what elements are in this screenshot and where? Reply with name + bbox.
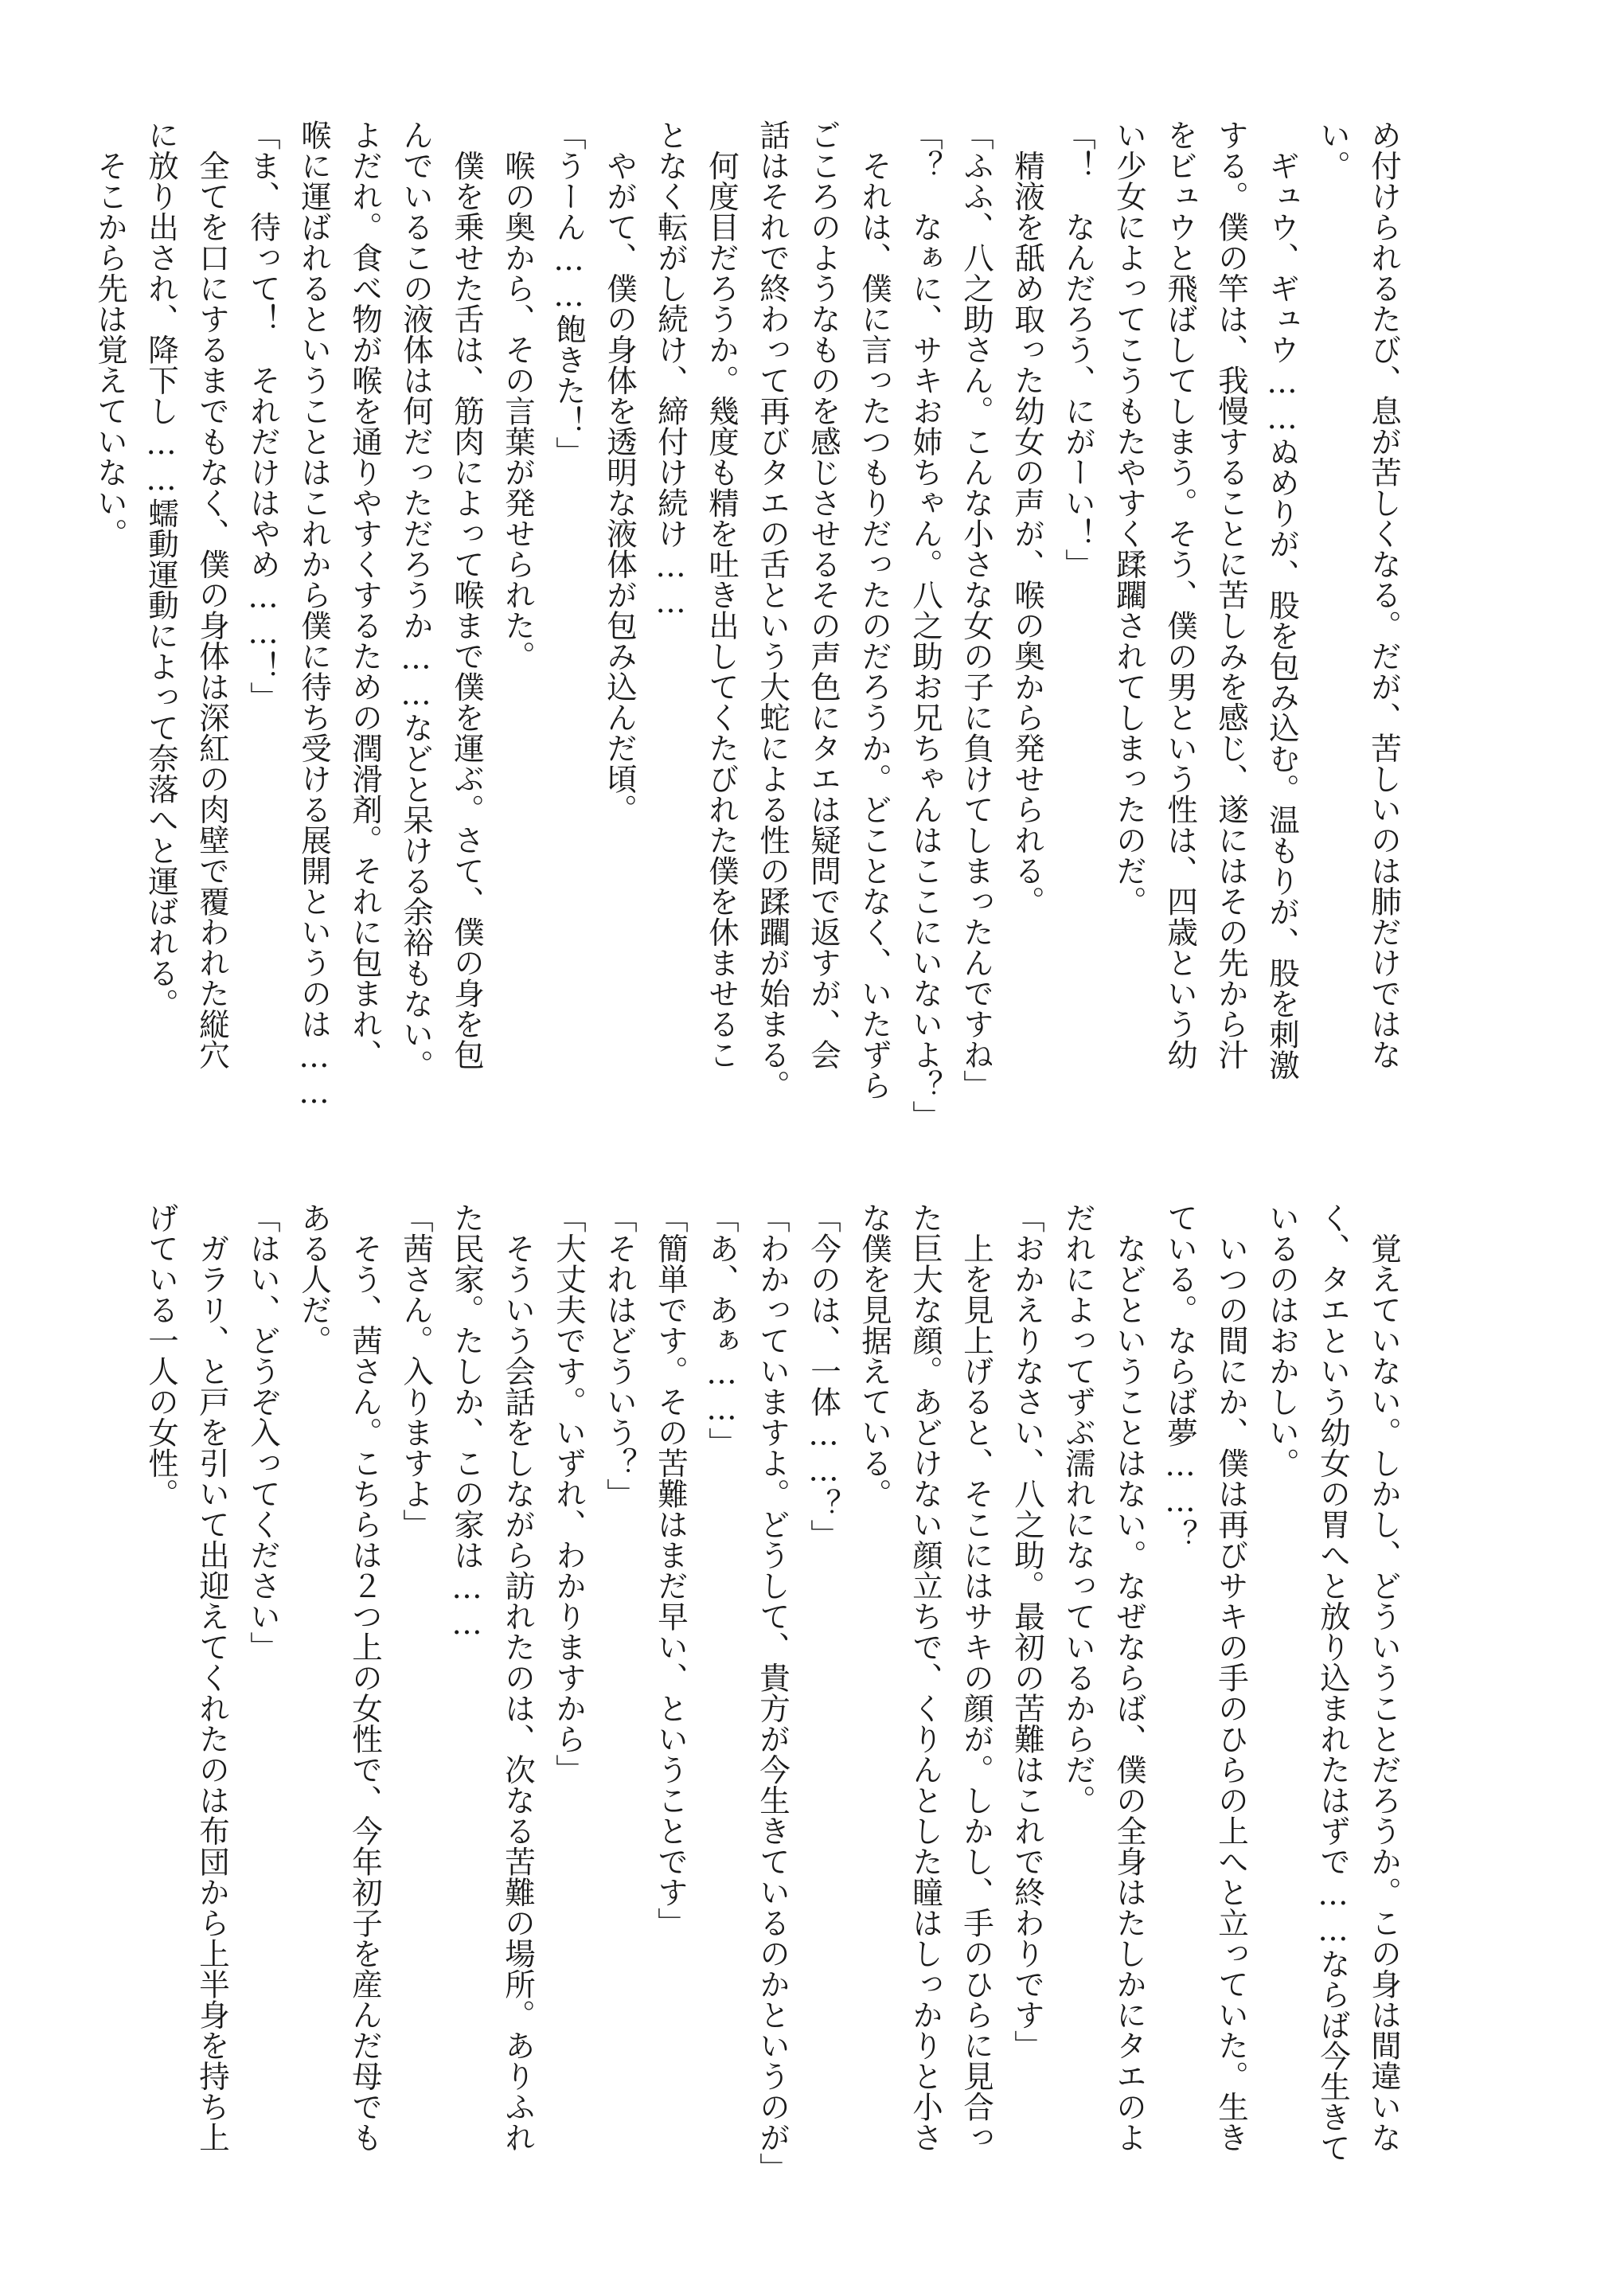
text-line: 「おかえりなさい、八之助。最初の苦難はこれで終わりです」 [1009,1202,1045,2061]
text-line: ギュウ、ギュウ……ぬめりが、股を包み込む。温もりが、股を刺激 [1264,119,1300,1080]
text-line: ある人だ。 [296,1202,332,1356]
text-line: やがて、僕の身体を透明な液体が包み込んだ頃。 [602,119,638,825]
text-line: そう、茜さん。こちらは２つ上の女性で、今年初子を産んだ母でも [347,1202,383,2153]
text-line: 話はそれで終わって再びタエの舌という大蛇による性の蹂躙が始まる。 [755,119,791,1100]
text-line: 「あ、あぁ……」 [704,1202,740,1458]
text-line: んでいるこの液体は何だっただろうか……などと呆ける余裕もない。 [398,119,434,1080]
text-line: 全てを口にするまでもなく、僕の身体は深紅の肉壁で覆われた縦穴 [194,119,230,1070]
text-line: 喉の奥から、その言葉が発せられた。 [500,119,536,671]
text-line: い少女によってこうもたやすく蹂躙されてしまったのだ。 [1111,119,1147,916]
text-line: それは、僕に言ったつもりだったのだろうか。どことなく、いたずら [857,119,892,1100]
text-line: などということはない。なぜならば、僕の全身はたしかにタエのよ [1111,1202,1147,2153]
upper-text-block [92,119,1409,1131]
text-line: だれによってずぶ濡れになっているからだ。 [1060,1202,1096,1815]
text-line: 「？ なぁに、サキお姉ちゃん。八之助お兄ちゃんはここにいないよ？」 [908,119,943,1131]
text-line: をビュウと飛ばしてしまう。そう、僕の男という性は、四歳という幼 [1162,119,1198,1070]
text-line: 喉に運ばれるということはこれから僕に待ち受ける展開というのは…… [296,119,332,1111]
text-line: 何度目だろうか。幾度も精を吐き出してくたびれた僕を休ませるこ [704,119,740,1070]
text-line: 「それはどういう？」 [602,1202,638,1509]
text-line: そこから先は覚えていない。 [92,119,128,549]
text-line: よだれ。食べ物が喉を通りやすくするための潤滑剤。それに包まれ、 [347,119,383,1070]
text-line: 僕を乗せた舌は、筋肉によって喉まで僕を運ぶ。さて、僕の身を包 [449,119,485,1070]
text-line: 「うーん……飽きた！」 [551,119,587,467]
text-line: な僕を見据えている。 [857,1202,892,1509]
text-line: め付けられるたび、息が苦しくなる。だが、苦しいのは肺だけではな [1366,119,1402,1070]
text-line: そういう会話をしながら訪れたのは、次なる苦難の場所。ありふれ [500,1202,536,2153]
text-line: する。僕の竿は、我慢することに苦しみを感じ、遂にはその先から汁 [1213,119,1249,1070]
text-line: 精液を舐め取った幼女の声が、喉の奥から発せられる。 [1009,119,1045,916]
text-line: い。 [1315,119,1351,181]
text-line: いるのはおかしい。 [1264,1202,1300,1479]
text-line: 覚えていない。しかし、どういうことだろうか。この身は間違いな [1366,1202,1402,2153]
text-line: げている一人の女性。 [143,1202,179,1509]
text-line: となく転がし続け、締付け続け…… [653,119,689,620]
text-line: いつの間にか、僕は再びサキの手のひらの上へと立っていた。生き [1213,1202,1249,2153]
text-line: 「ふふ、八之助さん。こんな小さな女の子に負けてしまったんですね」 [958,119,994,1100]
text-line: ごころのようなものを感じさせるその声色にタエは疑問で返すが、会 [806,119,841,1070]
text-line: く、タエという幼女の胃へと放り込まれたはずで……ならば今生きて [1315,1202,1351,2163]
text-line: た民家。たしか、この家は…… [449,1202,485,1642]
text-line: 「茜さん。入りますよ」 [398,1202,434,1540]
text-line: 「簡単です。その苦難はまだ早い、ということです」 [653,1202,689,1938]
text-line: 「ま、待って！ それだけはやめ……！」 [245,119,281,713]
text-line: 「大丈夫です。いずれ、わかりますから」 [551,1202,587,1785]
text-line: ている。ならば夢……？ [1162,1202,1198,1550]
text-line: た巨大な顔。あどけない顔立ちで、くりんとした瞳はしっかりと小さ [908,1202,943,2153]
text-line: 「今のは、一体……？」 [806,1202,841,1550]
text-line: に放り出され、降下し……蠕動運動によって奈落へと運ばれる。 [143,119,179,1019]
text-line: ガラリ、と戸を引いて出迎えてくれたのは布団から上半身を持ち上 [194,1202,230,2153]
text-line: 「はい、どうぞ入ってください」 [245,1202,281,1662]
text-line: 「！ なんだろう、にがーい！」 [1060,119,1096,580]
text-line: 「わかっていますよ。どうして、貴方が今生きているのかというのが」 [755,1202,791,2183]
lower-text-block [143,1202,1409,2213]
text-line: 上を見上げると、そこにはサキの顔が。しかし、手のひらに見合っ [958,1202,994,2153]
